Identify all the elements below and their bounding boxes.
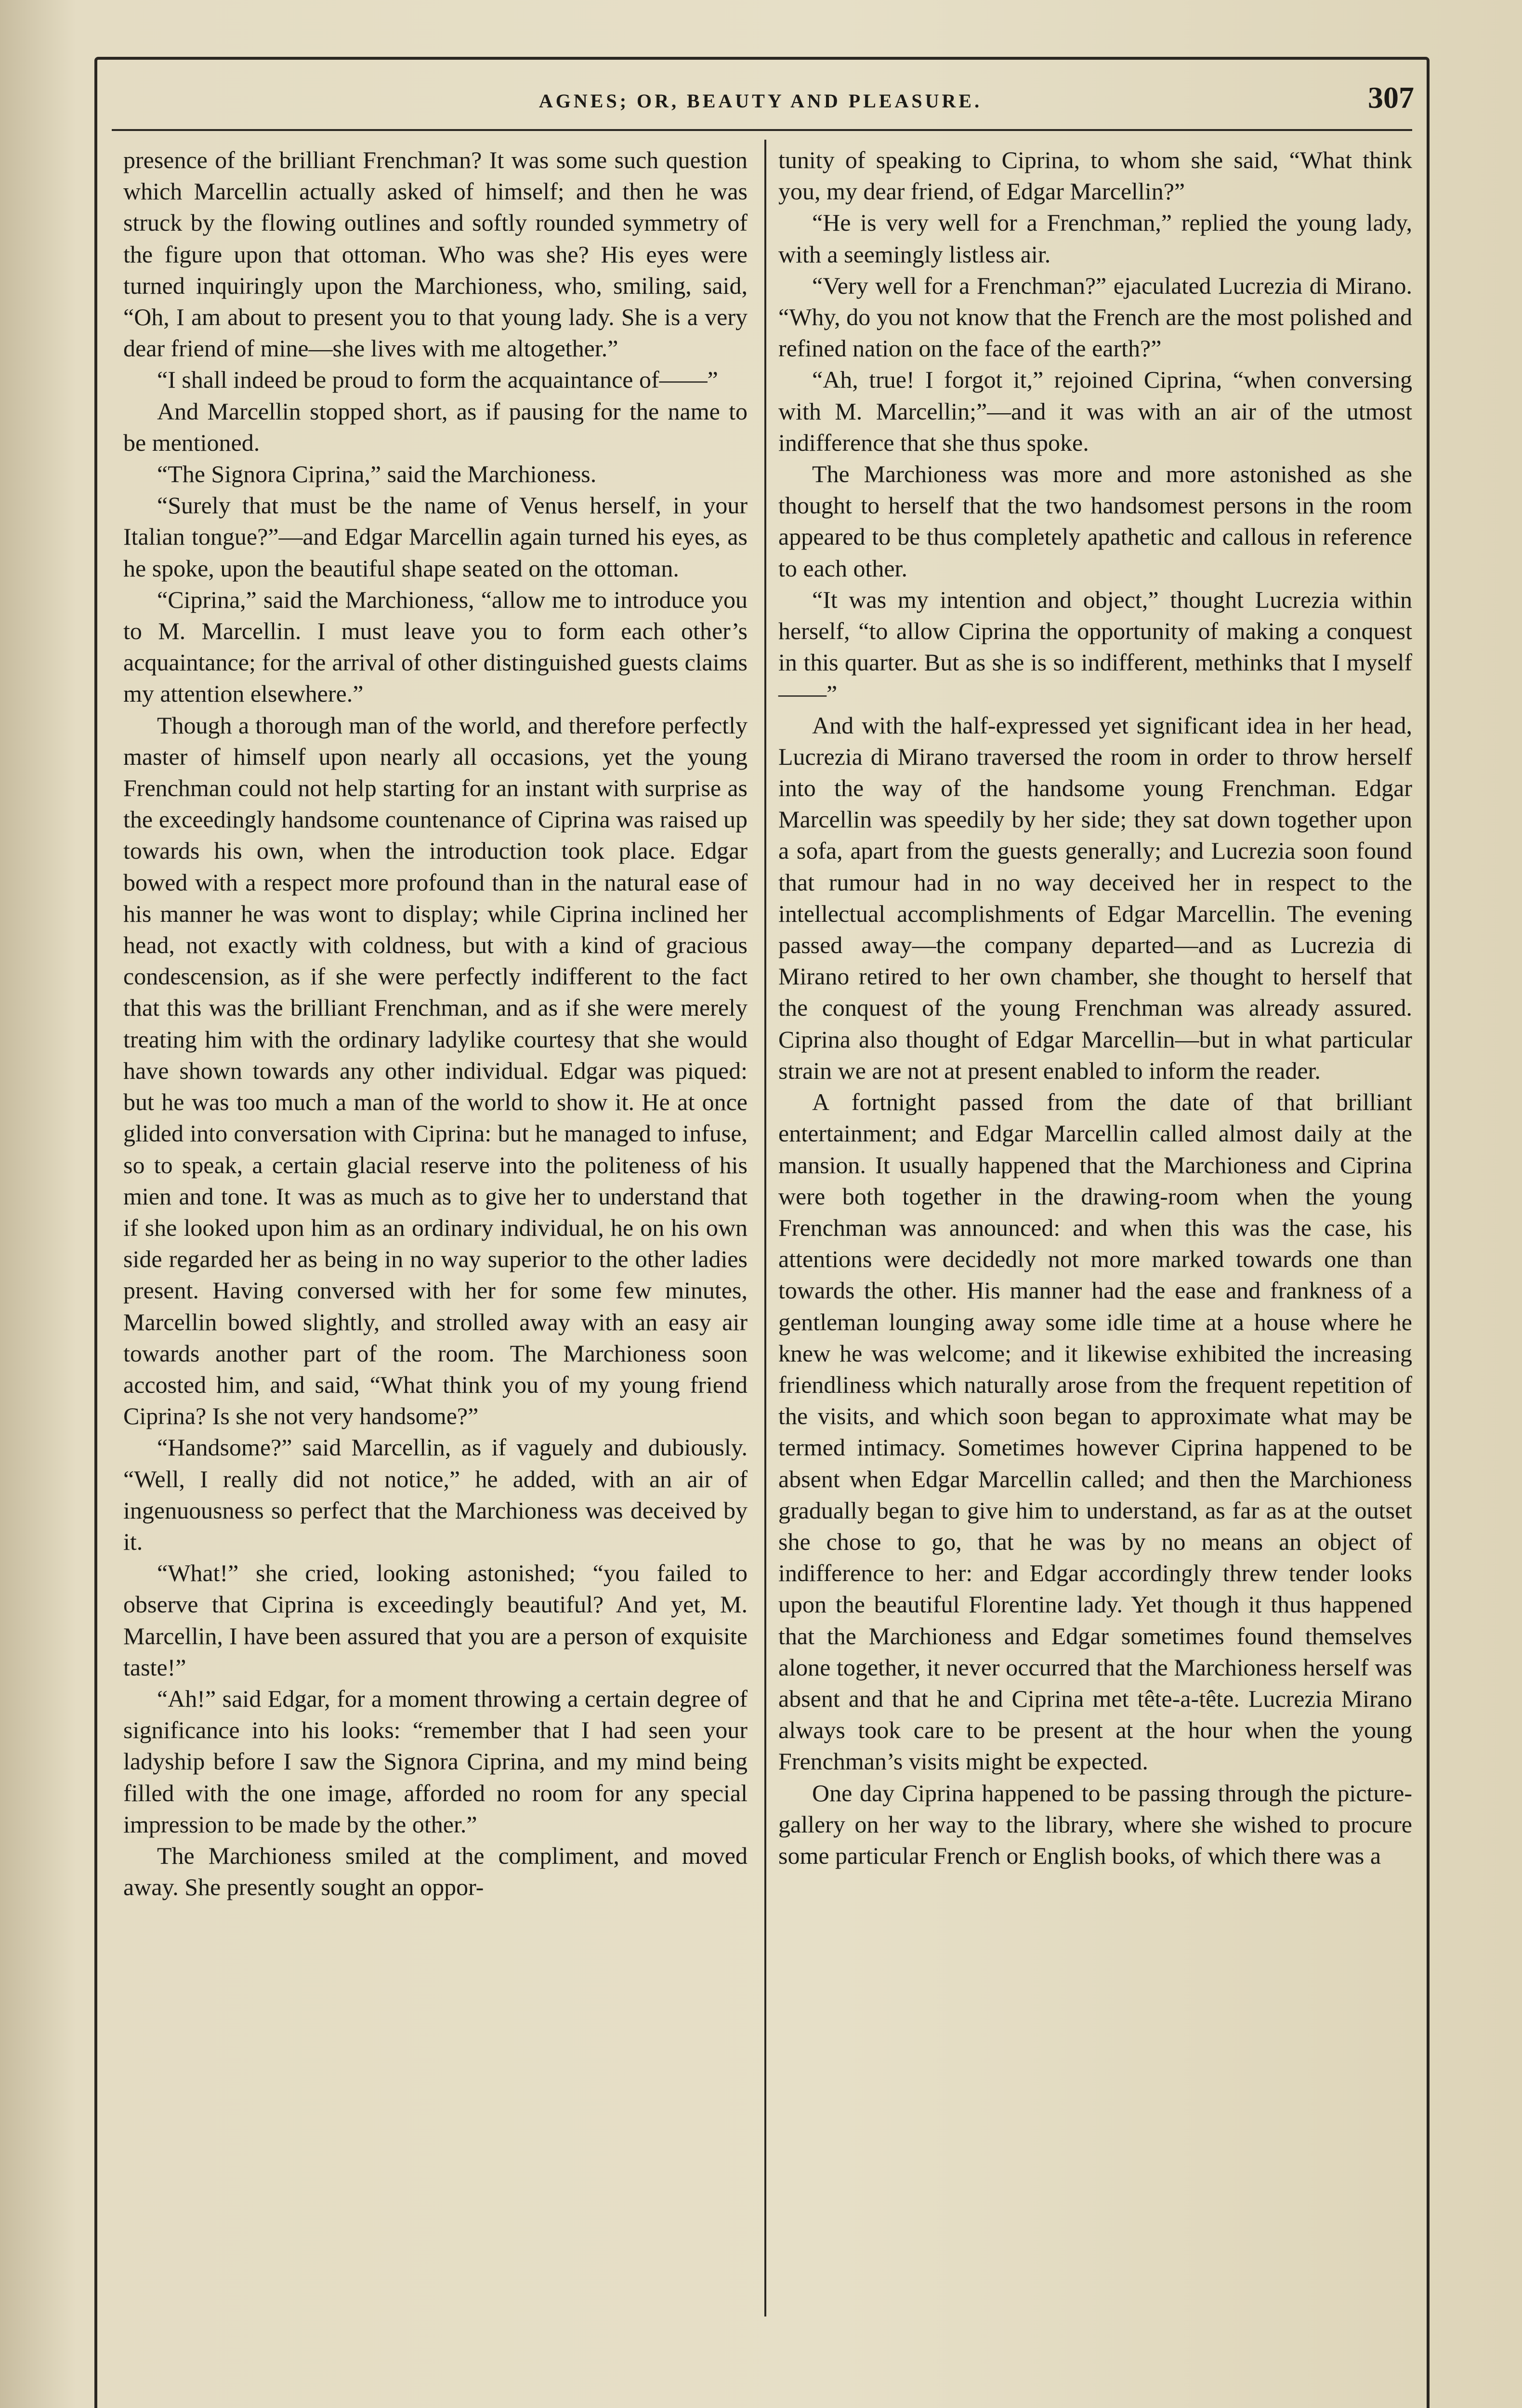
paragraph: tunity of speaking to Ciprina, to whom she said, “What think you, my dear friend, of Edgar Marcellin?” xyxy=(778,146,1412,205)
paragraph: And Marcellin stopped short, as if pausing for the name to be mentioned. xyxy=(123,397,748,456)
paragraph: The Marchioness was more and more astonished as she thought to herself that the two handsomest persons in the room appeared to be thus completely apathetic and callous in reference to each other. xyxy=(778,460,1412,582)
paragraph: “Ciprina,” said the Marchioness, “allow me to introduce you to M. Marcellin. I must leave you to form each other’s acquaintance; for the arrival of other distinguished guests claims my attention elsewhere.” xyxy=(123,586,748,707)
paragraph: A fortnight passed from the date of that brilliant entertainment; and Edgar Marcellin called almost daily at the mansion. It usually happened that the Marchioness and Ciprina were both together in the drawing-room when the young Frenchman was announced: and when this was the case, his attentions were decidedly not more marked towards one than towards the other. His manner had the ease and frankness of a gentleman lounging away some idle time at a house where he knew he was welcome; and it likewise exhibited the increasing friendliness which naturally arose from the frequent repetition of the visits, and which soon began to approximate what may be termed intimacy. Sometimes however Ciprina happened to be absent when Edgar Marcellin called; and then the Marchioness gradually began to give him to understand, as far as at the outset she chose to go, that he was by no means an object of indifference to her: and Edgar accordingly threw tender looks upon the beautiful Florentine lady. Yet though it thus happened that the Marchioness and Edgar sometimes found themselves alone together, it never occurred that the Marchioness herself was absent and that he and Ciprina met tête-a-tête. Lucrezia Mirano always took care to be present at the hour when the young Frenchman’s visits might be expected. xyxy=(778,1088,1412,1775)
paragraph: presence of the brilliant Frenchman? It was some such question which Marcellin actually asked of himself; and then he was struck by the flowing outlines and softly rounded symmetry of the figure upon that ottoman. Who was she? His eyes were turned inquiringly upon the Marchioness, who, smiling, said, “Oh, I am about to present you to that young lady. She is a very dear friend of mine—she lives with me altogether.” xyxy=(123,146,748,362)
paragraph: “Ah!” said Edgar, for a moment throwing a certain degree of significance into his looks: “remember that I had seen your ladyship before I saw the Signora Ciprina, and my mind being filled with the one image, afforded no room for any special impression to be made by the other.” xyxy=(123,1685,748,1838)
paragraph: And with the half-expressed yet significant idea in her head, Lucrezia di Mirano traversed the room in order to throw herself into the way of the handsome young Frenchman. Edgar Marcellin was speedily by her side; they sat down together upon a sofa, apart from the guests generally; and Lucrezia soon found that rumour had in no way deceived her in respect to the intellectual accomplishments of Edgar Marcellin. The evening passed away—the company departed—and as Lucrezia di Mirano retired to her own chamber, she thought to herself that the conquest of the young Frenchman was already assured. Ciprina also thought of Edgar Marcellin—but in what particular strain we are not at present enabled to inform the reader. xyxy=(778,711,1412,1084)
paragraph: “He is very well for a Frenchman,” replied the young lady, with a seemingly listless air. xyxy=(778,209,1412,268)
paragraph: “Surely that must be the name of Venus herself, in your Italian tongue?”—and Edgar Marcellin again turned his eyes, as he spoke, upon the beautiful shape seated on the ottoman. xyxy=(123,492,748,582)
running-title: AGNES; OR, BEAUTY AND PLEASURE. xyxy=(538,90,983,112)
paragraph: “I shall indeed be proud to form the acquaintance of——” xyxy=(157,366,718,393)
paragraph: “Very well for a Frenchman?” ejaculated Lucrezia di Mirano. “Why, do you not know that the French are the most polished and refined nation on the face of the earth?” xyxy=(778,272,1412,362)
paragraph: One day Ciprina happened to be passing through the picture-gallery on her way to the library, where she wished to procure some particular French or English books, of which there was a xyxy=(778,1779,1412,1869)
paragraph: “It was my intention and object,” thought Lucrezia within herself, “to allow Ciprina the opportunity of making a conquest in this quarter. But as she is so indifferent, methinks that I myself——” xyxy=(778,586,1412,707)
header-rule xyxy=(112,129,1412,131)
page-number: 307 xyxy=(1368,80,1414,115)
left-column xyxy=(123,144,748,1903)
paragraph: “The Signora Ciprina,” said the Marchioness. xyxy=(157,460,597,488)
paragraph: “Ah, true! I forgot it,” rejoined Ciprina, “when conversing with M. Marcellin;”—and it was with an air of the utmost indifference that she thus spoke. xyxy=(778,366,1412,456)
column-divider xyxy=(764,140,766,2316)
paragraph: “Handsome?” said Marcellin, as if vaguely and dubiously. “Well, I really did not notice,” he added, with an air of ingenuousness so perfect that the Marchioness was deceived by it. xyxy=(123,1434,748,1555)
paragraph: The Marchioness smiled at the compliment, and moved away. She presently sought an oppor- xyxy=(123,1842,748,1901)
right-column xyxy=(778,144,1412,1871)
paragraph: Though a thorough man of the world, and therefore perfectly master of himself upon nearly all occasions, yet the young Frenchman could not help starting for an instant with surprise as the exceedingly handsome countenance of Ciprina was raised up towards his own, when the introduction took place. Edgar bowed with a respect more profound than in the natural ease of his manner he was wont to display; while Ciprina inclined her head, not exactly with coldness, but with a kind of gracious condescension, as if she were perfectly indifferent to the fact that this was the brilliant Frenchman, and as if she were merely treating him with the ordinary ladylike courtesy that she would have shown towards any other individual. Edgar was piqued: but he was too much a man of the world to show it. He at once glided into conversation with Ciprina: but he managed to infuse, so to speak, a certain glacial reserve into the politeness of his mien and tone. It was as much as to give her to understand that if she looked upon him as an ordinary individual, he on his own side regarded her as being in no way superior to the other ladies present. Having conversed with her for some few minutes, Marcellin bowed slightly, and strolled away with an easy air towards another part of the room. The Marchioness soon accosted him, and said, “What think you of my young friend Ciprina? Is she not very handsome?” xyxy=(123,711,748,1430)
paragraph: “What!” she cried, looking astonished; “you failed to observe that Ciprina is exceedingly beautiful? And yet, M. Marcellin, I have been assured that you are a person of exquisite taste!” xyxy=(123,1559,748,1681)
